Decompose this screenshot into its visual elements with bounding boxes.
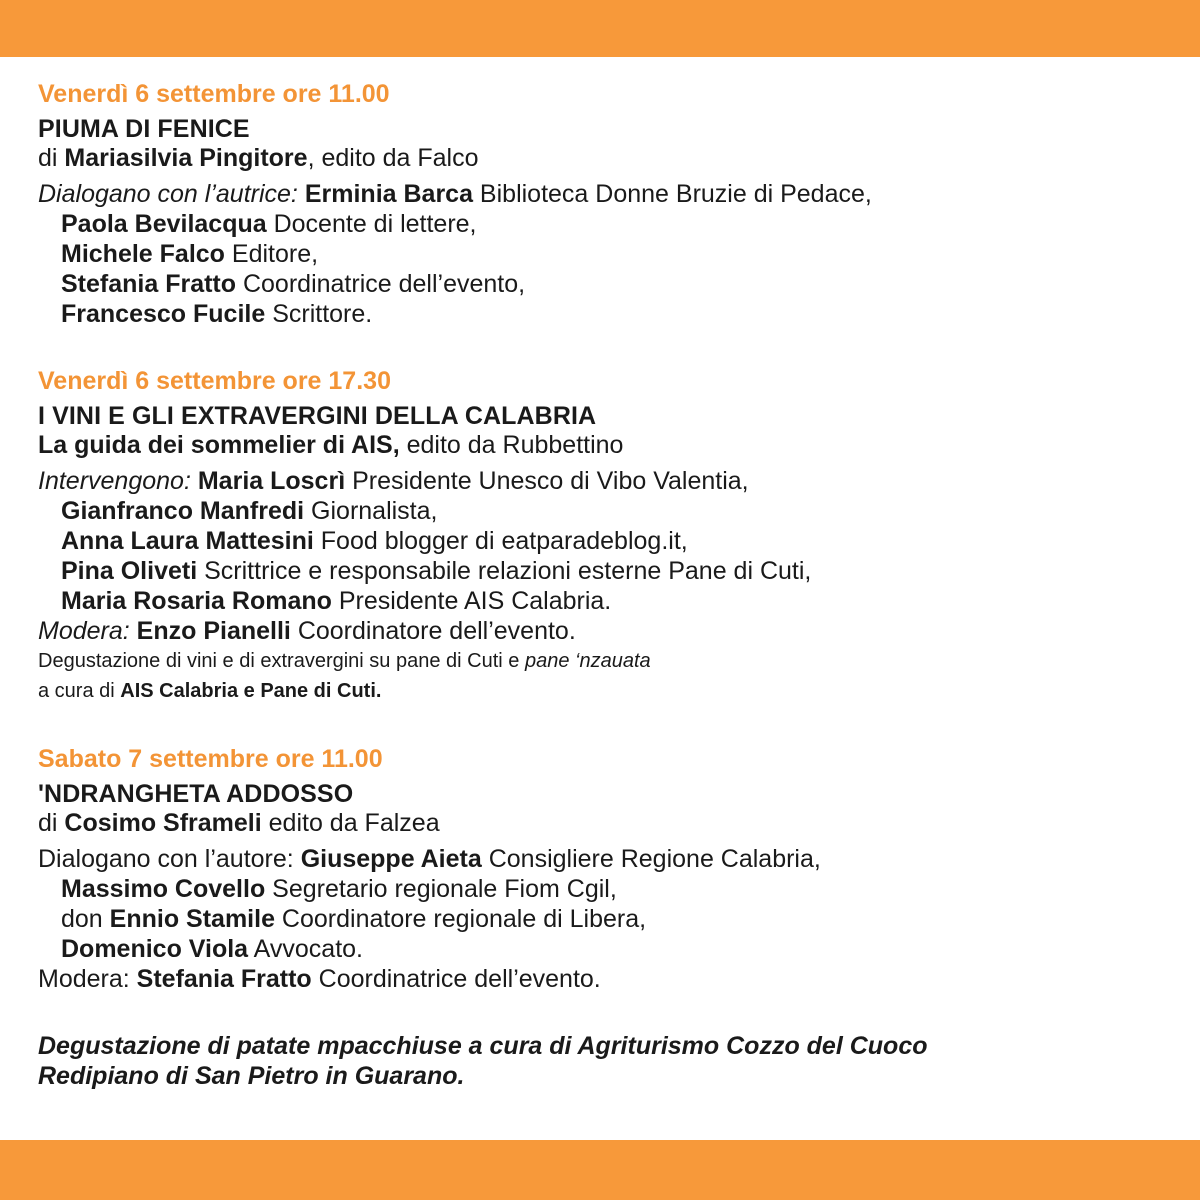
book-author-line: di Mariasilvia Pingitore, edito da Falco xyxy=(38,144,479,172)
moderator-line: Modera: Enzo Pianelli Coordinatore dell’evento. xyxy=(38,617,576,645)
speaker-line: Gianfranco Manfredi Giornalista, xyxy=(61,497,438,525)
speaker-line: Paola Bevilacqua Docente di lettere, xyxy=(61,210,477,238)
speaker-line: Pina Oliveti Scrittrice e responsabile relazioni esterne Pane di Cuti, xyxy=(61,557,812,585)
event-date: Sabato 7 settembre ore 11.00 xyxy=(38,745,383,773)
closing-tasting-note xyxy=(38,1031,1168,1091)
top-orange-band xyxy=(0,0,1200,57)
speaker-line: Domenico Viola Avvocato. xyxy=(61,935,363,963)
speaker-line: don Ennio Stamile Coordinatore regionale di Libera, xyxy=(61,905,647,933)
speaker-line: Stefania Fratto Coordinatrice dell’evento, xyxy=(61,270,526,298)
book-title: I VINI E GLI EXTRAVERGINI DELLA CALABRIA xyxy=(38,402,597,430)
dialog-label: Dialogano con l’autrice: xyxy=(38,180,298,208)
book-author-line: di Cosimo Sframeli edito da Falzea xyxy=(38,809,440,837)
book-title: 'NDRANGHETA ADDOSSO xyxy=(38,780,354,808)
tasting-line: Degustazione di vini e di extravergini su pane di Cuti e pane ‘nzauata xyxy=(38,650,651,672)
book-subtitle-line: La guida dei sommelier di AIS, edito da Rubbettino xyxy=(38,431,624,459)
event-date: Venerdì 6 settembre ore 11.00 xyxy=(38,80,390,108)
event-vini-extravergini xyxy=(38,367,1168,706)
speaker-line: Intervengono: Maria Loscrì Presidente Unesco di Vibo Valentia, xyxy=(38,467,749,495)
event-date: Venerdì 6 settembre ore 17.30 xyxy=(38,367,391,395)
speaker-line: Dialogano con l’autore: Giuseppe Aieta Consigliere Regione Calabria, xyxy=(38,845,821,873)
dialog-label: Intervengono: xyxy=(38,467,191,495)
dialog-label: Dialogano con l’autore: xyxy=(38,845,294,873)
closing-note-line: Degustazione di patate mpacchiuse a cura di Agriturismo Cozzo del Cuoco xyxy=(38,1032,928,1060)
speaker-line: Massimo Covello Segretario regionale Fiom Cgil, xyxy=(61,875,617,903)
event-piuma-di-fenice xyxy=(38,80,1168,329)
speaker-line: Michele Falco Editore, xyxy=(61,240,319,268)
speaker-line: Dialogano con l’autrice: Erminia Barca Biblioteca Donne Bruzie di Pedace, xyxy=(38,180,872,208)
speaker-line: Francesco Fucile Scrittore. xyxy=(61,300,373,328)
author-name: Cosimo Sframeli xyxy=(64,809,262,837)
speaker-line: Anna Laura Mattesini Food blogger di eatparadeblog.it, xyxy=(61,527,688,555)
moderator-line: Modera: Stefania Fratto Coordinatrice dell’evento. xyxy=(38,965,601,993)
event-ndrangheta-addosso xyxy=(38,745,1168,994)
author-name: Mariasilvia Pingitore xyxy=(64,144,308,172)
tasting-credit-line: a cura di AIS Calabria e Pane di Cuti. xyxy=(38,680,382,702)
bottom-orange-band xyxy=(0,1140,1200,1200)
book-title: PIUMA DI FENICE xyxy=(38,115,250,143)
speaker-line: Maria Rosaria Romano Presidente AIS Calabria. xyxy=(61,587,612,615)
closing-note-line: Redipiano di San Pietro in Guarano. xyxy=(38,1062,465,1090)
